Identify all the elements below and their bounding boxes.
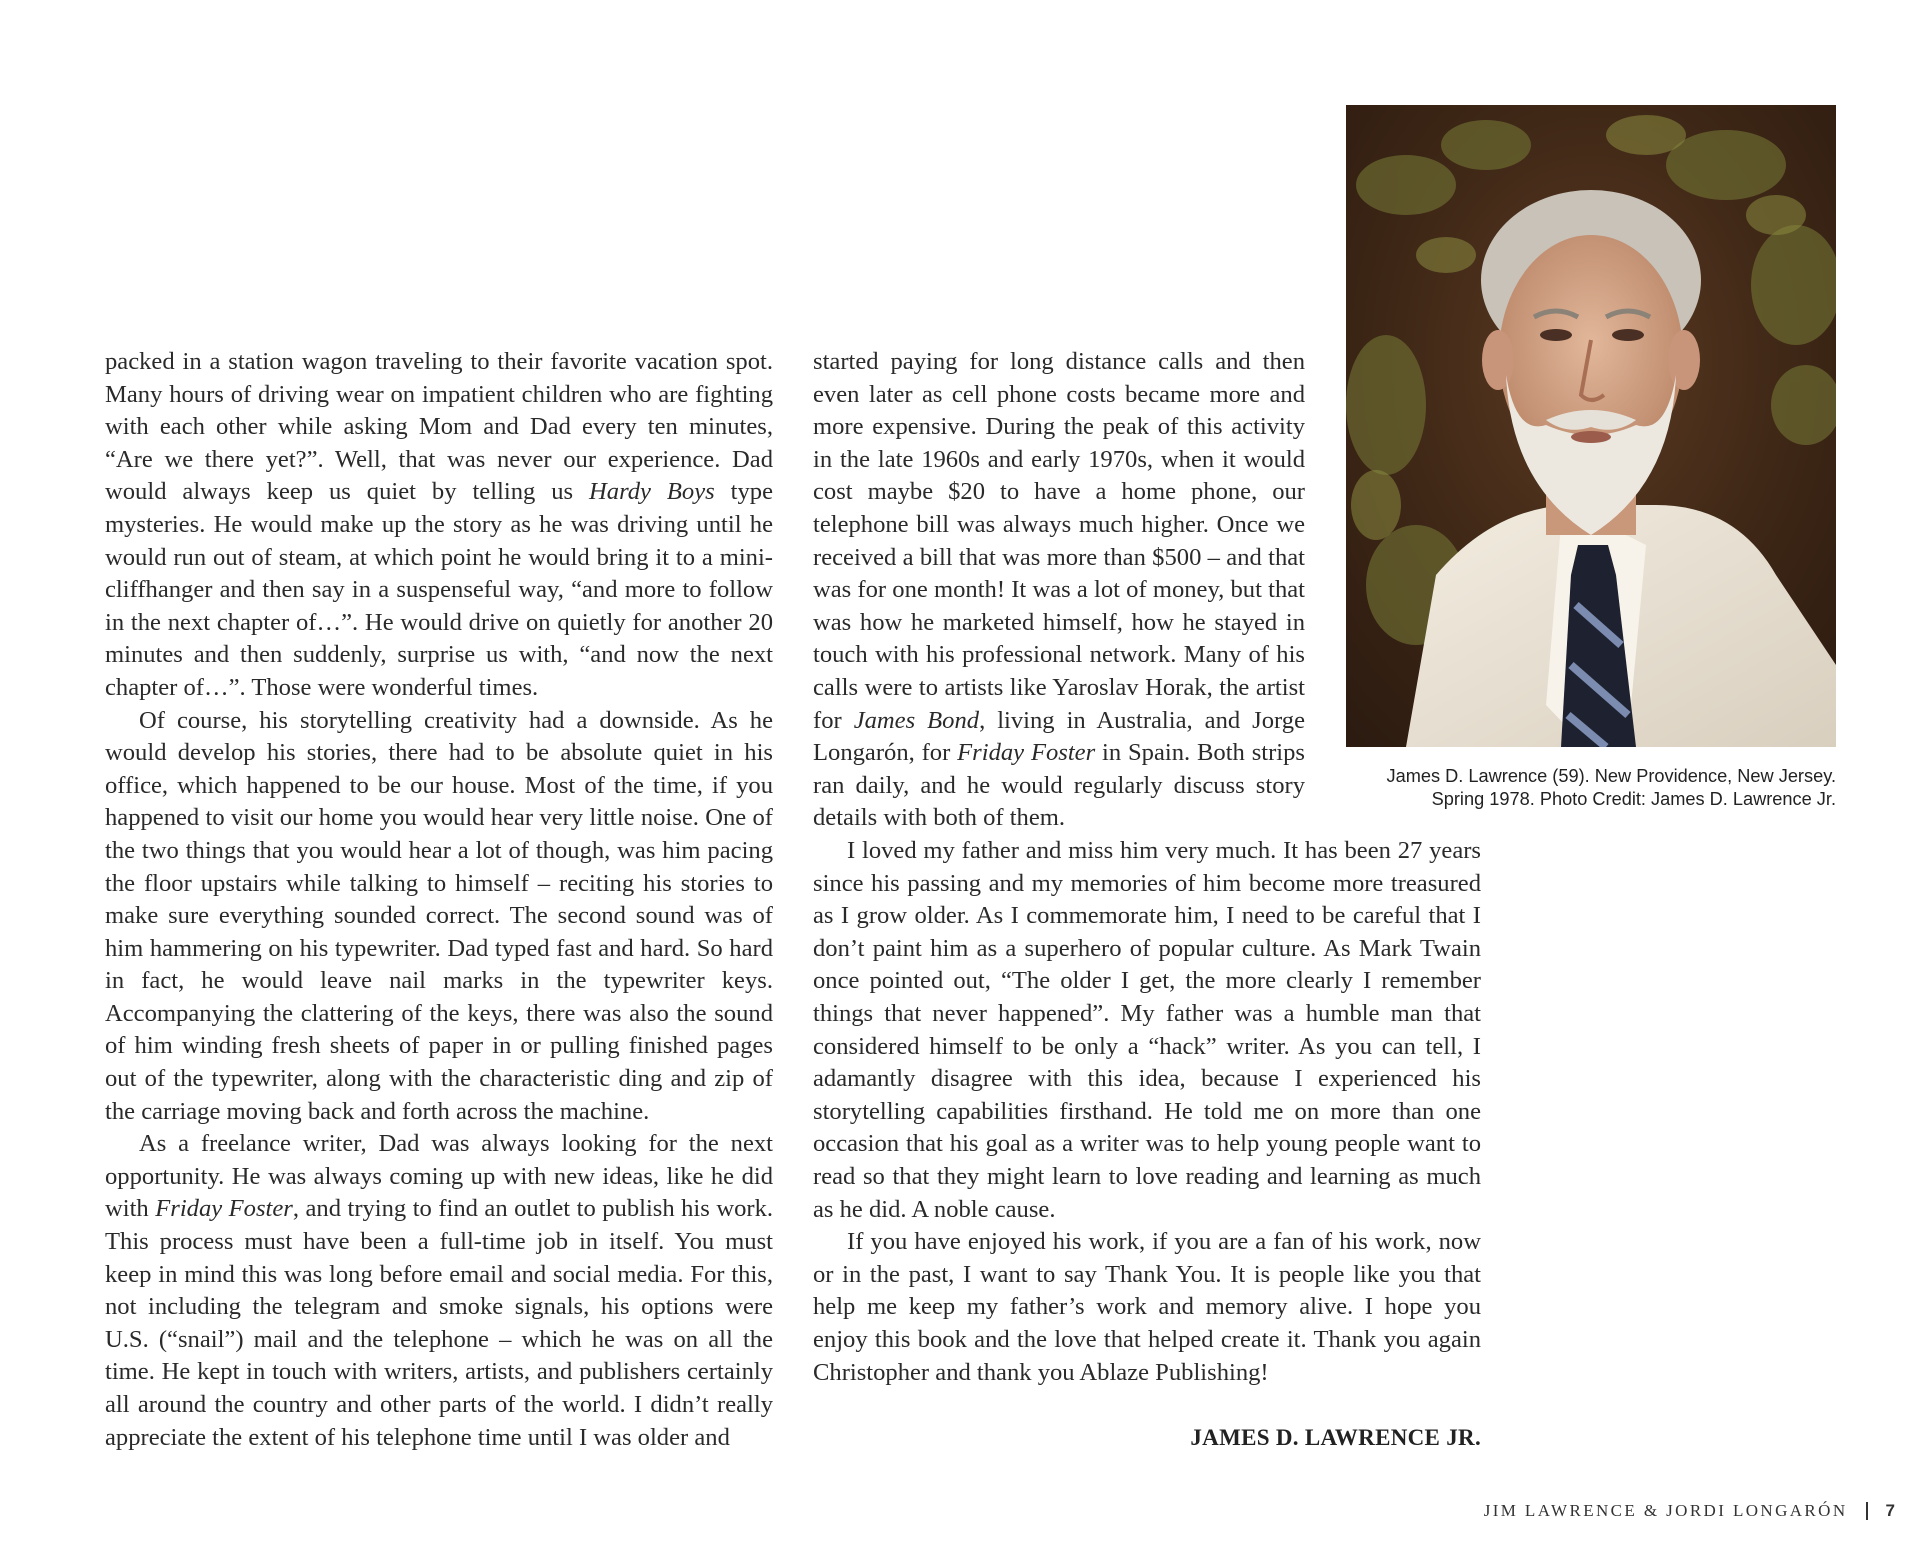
page-footer <box>1484 1501 1895 1521</box>
text-run: , and trying to find an outlet to publish his work. This process must have been a full-time job in itself. You must keep in mind this was long before email and social media. For this, not including the telegram and smoke signals, his options were U.S. (“snail”) mail and the telephone – which he was on all the time. He kept in touch with writers, artists, and publishers certainly all around the country and other parts of the world. I didn’t really appreciate the extent of his telephone time until I was older and <box>105 1195 774 1451</box>
text-run: , living in Australia, and Jorge Longarón, for <box>813 706 1306 767</box>
text-run: in Spain. Both strips ran daily, and he would regularly discuss story details with both of them. <box>813 739 1305 832</box>
running-head: JIM LAWRENCE & JORDI LONGARÓN <box>1483 1501 1848 1520</box>
body-column-middle-lower <box>813 835 1481 1389</box>
paragraph <box>105 1128 773 1454</box>
page-number: 7 <box>1885 1501 1895 1520</box>
paragraph: I loved my father and miss him very much. It has been 27 years since his passing and my memories of him become more treasured as I grow older. As I commemorate him, I need to be careful that I don’t paint him as a superhero of popular culture. As Mark Twain once pointed out, “The older I get, the more clearly I remember things that never happened”. My father was a humble man that considered himself to be only a “hack” writer. As you can tell, I adamantly disagree with this idea, because I experienced his storytelling capabilities firsthand. He told me on more than one occasion that his goal as a writer was to help young people want to read so that they might learn to love reading and learning as much as he did. A noble cause. <box>813 837 1481 1223</box>
photo-caption <box>1300 765 1836 811</box>
paragraph <box>813 346 1305 835</box>
paragraph <box>105 346 773 705</box>
divider <box>1866 1502 1868 1520</box>
paragraph: Of course, his storytelling creativity had a downside. As he would develop his stories, there had to be absolute quiet in his office, which happened to be our house. Most of the time, if you happened to visit our home you would hear very little noise. One of the two things that you would hear a lot of though, was him pacing the floor upstairs while talking to himself – reciting his stories to make sure everything sounded correct. The second sound was of him hammering on his typewriter. Dad typed fast and hard. So hard in fact, he would leave nail marks in the typewriter keys. Accompanying the clattering of the keys, there was also the sound of him winding fresh sheets of paper in or pulling finished pages out of the typewriter, along with the characteristic ding and zip of the carriage moving back and forth across the machine. <box>105 706 773 1125</box>
italic-title: Friday Foster <box>957 739 1096 767</box>
body-column-left <box>105 346 773 1454</box>
author-signature: JAMES D. LAWRENCE JR. <box>1190 1425 1481 1450</box>
paragraph: If you have enjoyed his work, if you are a fan of his work, now or in the past, I want to say Thank You. It is people like you that help me keep my father’s work and memory alive. I hope you enjoy this book and the love that helped create it. Thank you again Christopher and thank you Ablaze Publishing! <box>813 1228 1481 1386</box>
body-column-middle-upper <box>813 346 1305 835</box>
italic-title: Hardy Boys <box>589 478 715 506</box>
text-run: packed in a station wagon traveling to their favorite vacation spot. Many hours of driving wear on impatient children who are fighting with each other while asking Mom and Dad every ten minutes, “Are we there yet?”. Well, that was never our experience. Dad would always keep us quiet by telling us <box>105 348 773 506</box>
author-portrait-photo <box>1346 105 1836 747</box>
caption-line: James D. Lawrence (59). New Providence, New Jersey. <box>1386 766 1836 786</box>
caption-line: Spring 1978. Photo Credit: James D. Lawrence Jr. <box>1431 789 1836 809</box>
text-run: As a freelance writer, Dad was always looking for the next opportunity. He was always coming up with new ideas, like he did with <box>105 1130 773 1223</box>
text-run: type mysteries. He would make up the story as he was driving until he would run out of steam, at which point he would bring it to a mini-cliffhanger and then say in a suspenseful way, “and more to follow in the next chapter of…”. He would drive on quietly for another 20 minutes and then suddenly, surprise us with, “and now the next chapter of…”. Those were wonderful times. <box>105 478 773 701</box>
italic-title: Friday Foster <box>155 1195 293 1223</box>
italic-title: James Bond <box>853 706 980 734</box>
text-run: started paying for long distance calls and then even later as cell phone costs became more and more expensive. During the peak of this activity in the late 1960s and early 1970s, when it would cost maybe $20 to have a home phone, our telephone bill was always much higher. Once we received a bill that was more than $500 – and that was for one month! It was a lot of money, but that was how he marketed himself, how he stayed in touch with his professional network. Many of his calls were to artists like Yaroslav Horak, the artist for <box>813 348 1305 734</box>
